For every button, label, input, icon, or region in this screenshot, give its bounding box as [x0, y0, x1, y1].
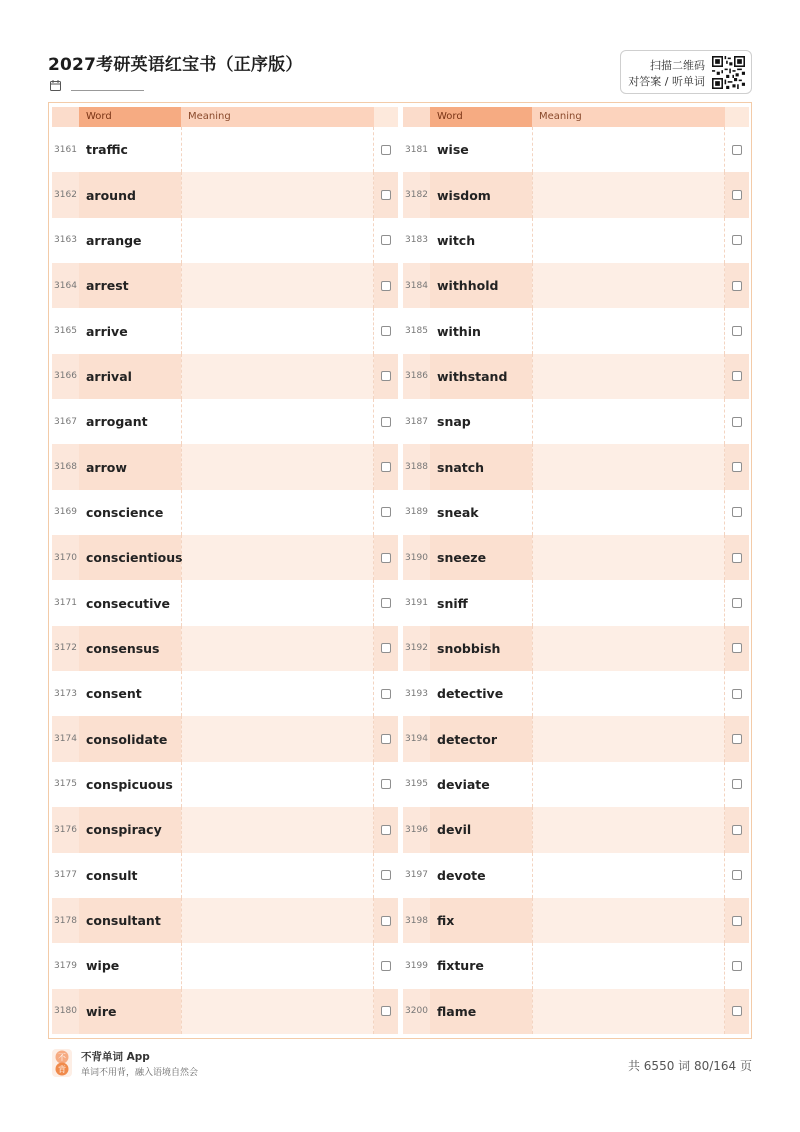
check-cell	[374, 898, 398, 943]
check-cell	[725, 807, 749, 852]
page-count: 共 6550 词 80/164 页	[627, 1059, 752, 1073]
checkbox[interactable]	[381, 371, 391, 381]
checkbox[interactable]	[381, 417, 391, 427]
header-check-cell	[725, 107, 749, 127]
check-cell	[725, 354, 749, 399]
word-number: 3174	[52, 716, 79, 761]
meaning-blank[interactable]	[532, 399, 725, 444]
qr-caption	[628, 58, 705, 90]
checkbox[interactable]	[381, 689, 391, 699]
checkbox[interactable]	[732, 916, 742, 926]
table-row	[52, 172, 398, 217]
word-text: wire	[79, 989, 181, 1034]
word-number: 3200	[403, 989, 430, 1034]
word-text: fix	[430, 898, 532, 943]
table-header	[52, 107, 398, 127]
word-number: 3182	[403, 172, 430, 217]
check-cell	[725, 762, 749, 807]
table-row	[403, 354, 749, 399]
check-cell	[374, 354, 398, 399]
word-number: 3194	[403, 716, 430, 761]
checkbox[interactable]	[381, 190, 391, 200]
qr-caption-line2: 对答案 / 听单词	[628, 75, 705, 88]
header-index-cell	[52, 107, 79, 127]
checkbox[interactable]	[381, 326, 391, 336]
checkbox[interactable]	[732, 689, 742, 699]
qr-panel[interactable]	[620, 50, 752, 94]
meaning-blank[interactable]	[532, 943, 725, 988]
header-meaning: Meaning	[532, 107, 725, 127]
table-row	[52, 989, 398, 1034]
checkbox[interactable]	[381, 1006, 391, 1016]
checkbox[interactable]	[732, 371, 742, 381]
check-cell	[725, 308, 749, 353]
table-row	[52, 535, 398, 580]
checkbox[interactable]	[381, 825, 391, 835]
word-number: 3163	[54, 235, 77, 246]
table-row	[52, 626, 398, 671]
checkbox[interactable]	[381, 235, 391, 245]
table-row	[403, 263, 749, 308]
check-cell	[725, 490, 749, 535]
qr-code-icon[interactable]	[712, 56, 745, 89]
calendar-icon	[50, 80, 61, 91]
word-number: 3195	[405, 779, 428, 790]
checkbox[interactable]	[381, 734, 391, 744]
table-row	[52, 444, 398, 489]
check-cell	[374, 444, 398, 489]
word-number: 3175	[54, 779, 77, 790]
word-text: around	[79, 172, 181, 217]
logo-char-top: 不	[58, 1053, 66, 1062]
table-row	[403, 626, 749, 671]
check-cell	[374, 671, 398, 716]
word-number: 3187	[405, 416, 428, 427]
check-cell	[374, 989, 398, 1034]
checkbox[interactable]	[732, 870, 742, 880]
word-text: withstand	[430, 354, 532, 399]
checkbox[interactable]	[381, 779, 391, 789]
checkbox[interactable]	[381, 961, 391, 971]
table-row	[403, 399, 749, 444]
checkbox[interactable]	[381, 281, 391, 291]
word-text: arrive	[79, 308, 181, 353]
word-text: arrange	[79, 218, 181, 263]
word-text: consult	[79, 853, 181, 898]
word-number: 3172	[52, 626, 79, 671]
check-cell	[725, 127, 749, 172]
header-index-cell	[403, 107, 430, 127]
check-cell	[374, 218, 398, 263]
meaning-blank[interactable]	[181, 762, 374, 807]
checkbox[interactable]	[732, 281, 742, 291]
check-cell	[374, 580, 398, 625]
check-cell	[374, 807, 398, 852]
word-number: 3166	[52, 354, 79, 399]
table-row	[403, 898, 749, 943]
meaning-blank[interactable]	[181, 308, 374, 353]
checkbox[interactable]	[732, 190, 742, 200]
word-text: snap	[430, 399, 532, 444]
word-text: sneak	[430, 490, 532, 535]
table-row	[403, 762, 749, 807]
table-row	[403, 853, 749, 898]
word-text: snobbish	[430, 626, 532, 671]
checkbox[interactable]	[732, 643, 742, 653]
checkbox[interactable]	[381, 553, 391, 563]
word-text: conspicuous	[79, 762, 181, 807]
checkbox[interactable]	[732, 507, 742, 517]
meaning-blank[interactable]	[532, 898, 725, 943]
table-row	[52, 671, 398, 716]
table-row	[52, 490, 398, 535]
word-number: 3183	[405, 235, 428, 246]
vocabulary-sheet	[48, 102, 752, 1039]
table-row	[52, 580, 398, 625]
meaning-blank[interactable]	[181, 853, 374, 898]
word-number: 3180	[52, 989, 79, 1034]
table-row	[403, 671, 749, 716]
page-title: 2027考研英语红宝书（正序版）	[48, 55, 303, 75]
word-text: consensus	[79, 626, 181, 671]
checkbox[interactable]	[732, 417, 742, 427]
checkbox[interactable]	[732, 553, 742, 563]
word-number: 3199	[405, 960, 428, 971]
word-text: witch	[430, 218, 532, 263]
check-cell	[725, 853, 749, 898]
word-number: 3184	[403, 263, 430, 308]
meaning-blank[interactable]	[532, 762, 725, 807]
check-cell	[725, 172, 749, 217]
word-number: 3177	[54, 870, 77, 881]
check-cell	[725, 671, 749, 716]
word-number: 3162	[52, 172, 79, 217]
check-cell	[374, 853, 398, 898]
word-number: 3179	[54, 960, 77, 971]
word-number: 3192	[403, 626, 430, 671]
word-text: withhold	[430, 263, 532, 308]
table-row	[403, 716, 749, 761]
meaning-blank[interactable]	[181, 127, 374, 172]
app-logo-icon	[52, 1049, 72, 1077]
meaning-blank[interactable]	[181, 535, 374, 580]
footer-app-name: 不背单词 App	[81, 1051, 150, 1063]
meaning-blank[interactable]	[532, 444, 725, 489]
check-cell	[374, 490, 398, 535]
word-number: 3169	[54, 507, 77, 518]
word-text: arrival	[79, 354, 181, 399]
table-row	[403, 580, 749, 625]
meaning-blank[interactable]	[181, 218, 374, 263]
word-number: 3176	[52, 807, 79, 852]
qr-caption-line1: 扫描二维码	[650, 59, 705, 72]
check-cell	[374, 535, 398, 580]
word-text: fixture	[430, 943, 532, 988]
meaning-blank[interactable]	[532, 807, 725, 852]
word-text: detector	[430, 716, 532, 761]
word-text: arrogant	[79, 399, 181, 444]
vocab-column-right	[403, 107, 749, 1034]
table-header	[403, 107, 749, 127]
word-number: 3161	[54, 144, 77, 155]
meaning-blank[interactable]	[181, 716, 374, 761]
table-row	[52, 354, 398, 399]
word-number: 3188	[403, 444, 430, 489]
meaning-blank[interactable]	[532, 490, 725, 535]
check-cell	[374, 399, 398, 444]
logo-char-bottom: 背	[58, 1065, 66, 1074]
word-text: deviate	[430, 762, 532, 807]
word-number: 3171	[54, 598, 77, 609]
header-check-cell	[374, 107, 398, 127]
meaning-blank[interactable]	[181, 580, 374, 625]
word-number: 3185	[405, 326, 428, 337]
check-cell	[725, 580, 749, 625]
checkbox[interactable]	[732, 326, 742, 336]
word-text: arrest	[79, 263, 181, 308]
date-blank-line[interactable]	[71, 82, 144, 91]
meaning-blank[interactable]	[181, 490, 374, 535]
word-number: 3181	[405, 144, 428, 155]
word-number: 3170	[52, 535, 79, 580]
table-row	[403, 943, 749, 988]
footer-tagline: 单词不用背，融入语境自然会	[81, 1068, 199, 1078]
word-text: detective	[430, 671, 532, 716]
table-row	[52, 716, 398, 761]
table-row	[52, 127, 398, 172]
check-cell	[725, 444, 749, 489]
word-text: wipe	[79, 943, 181, 988]
word-text: sniff	[430, 580, 532, 625]
check-cell	[374, 127, 398, 172]
check-cell	[725, 898, 749, 943]
checkbox[interactable]	[381, 462, 391, 472]
table-row	[403, 172, 749, 217]
word-number: 3193	[405, 688, 428, 699]
table-row	[52, 853, 398, 898]
table-row	[403, 807, 749, 852]
table-row	[52, 218, 398, 263]
meaning-blank[interactable]	[532, 172, 725, 217]
word-text: wisdom	[430, 172, 532, 217]
word-number: 3191	[405, 598, 428, 609]
word-number: 3168	[52, 444, 79, 489]
word-number: 3165	[54, 326, 77, 337]
word-text: conspiracy	[79, 807, 181, 852]
meaning-blank[interactable]	[181, 354, 374, 399]
table-row	[403, 218, 749, 263]
table-row	[52, 807, 398, 852]
meaning-blank[interactable]	[181, 444, 374, 489]
meaning-blank[interactable]	[532, 853, 725, 898]
check-cell	[374, 762, 398, 807]
check-cell	[725, 716, 749, 761]
checkbox[interactable]	[381, 145, 391, 155]
checkbox[interactable]	[381, 598, 391, 608]
checkbox[interactable]	[381, 916, 391, 926]
meaning-blank[interactable]	[181, 399, 374, 444]
table-row	[52, 762, 398, 807]
word-text: sneeze	[430, 535, 532, 580]
meaning-blank[interactable]	[181, 989, 374, 1034]
meaning-blank[interactable]	[532, 626, 725, 671]
meaning-blank[interactable]	[532, 218, 725, 263]
word-text: arrow	[79, 444, 181, 489]
word-number: 3196	[403, 807, 430, 852]
meaning-blank[interactable]	[532, 354, 725, 399]
meaning-blank[interactable]	[181, 626, 374, 671]
check-cell	[374, 716, 398, 761]
word-number: 3164	[52, 263, 79, 308]
check-cell	[725, 989, 749, 1034]
check-cell	[374, 626, 398, 671]
check-cell	[725, 535, 749, 580]
check-cell	[374, 263, 398, 308]
checkbox[interactable]	[732, 462, 742, 472]
meaning-blank[interactable]	[181, 943, 374, 988]
checkbox[interactable]	[381, 643, 391, 653]
date-field[interactable]	[50, 80, 144, 91]
word-number: 3178	[52, 898, 79, 943]
table-row	[403, 490, 749, 535]
word-text: flame	[430, 989, 532, 1034]
table-row	[403, 444, 749, 489]
checkbox[interactable]	[732, 825, 742, 835]
word-text: consent	[79, 671, 181, 716]
row-list	[403, 127, 749, 1034]
check-cell	[374, 172, 398, 217]
table-row	[403, 308, 749, 353]
check-cell	[725, 218, 749, 263]
meaning-blank[interactable]	[181, 172, 374, 217]
check-cell	[725, 263, 749, 308]
word-text: snatch	[430, 444, 532, 489]
word-number: 3189	[405, 507, 428, 518]
meaning-blank[interactable]	[532, 716, 725, 761]
checkbox[interactable]	[732, 961, 742, 971]
word-text: conscience	[79, 490, 181, 535]
word-text: consecutive	[79, 580, 181, 625]
meaning-blank[interactable]	[532, 263, 725, 308]
meaning-blank[interactable]	[181, 898, 374, 943]
check-cell	[374, 943, 398, 988]
meaning-blank[interactable]	[181, 807, 374, 852]
word-text: within	[430, 308, 532, 353]
checkbox[interactable]	[381, 870, 391, 880]
table-row	[52, 263, 398, 308]
row-list	[52, 127, 398, 1034]
word-number: 3198	[403, 898, 430, 943]
meaning-blank[interactable]	[532, 580, 725, 625]
header-meaning: Meaning	[181, 107, 374, 127]
table-row	[52, 943, 398, 988]
word-number: 3173	[54, 688, 77, 699]
meaning-blank[interactable]	[532, 989, 725, 1034]
meaning-blank[interactable]	[532, 308, 725, 353]
checkbox[interactable]	[732, 734, 742, 744]
table-row	[403, 989, 749, 1034]
word-text: traffic	[79, 127, 181, 172]
word-number: 3167	[54, 416, 77, 427]
header-word: Word	[79, 107, 181, 127]
checkbox[interactable]	[381, 507, 391, 517]
table-row	[403, 535, 749, 580]
meaning-blank[interactable]	[181, 671, 374, 716]
word-text: devil	[430, 807, 532, 852]
table-row	[52, 898, 398, 943]
meaning-blank[interactable]	[532, 535, 725, 580]
meaning-blank[interactable]	[532, 671, 725, 716]
checkbox[interactable]	[732, 779, 742, 789]
meaning-blank[interactable]	[532, 127, 725, 172]
word-number: 3190	[403, 535, 430, 580]
table-row	[52, 399, 398, 444]
table-row	[52, 308, 398, 353]
checkbox[interactable]	[732, 1006, 742, 1016]
check-cell	[725, 626, 749, 671]
word-text: wise	[430, 127, 532, 172]
checkbox[interactable]	[732, 598, 742, 608]
table-row	[403, 127, 749, 172]
check-cell	[725, 943, 749, 988]
checkbox[interactable]	[732, 145, 742, 155]
word-number: 3186	[403, 354, 430, 399]
meaning-blank[interactable]	[181, 263, 374, 308]
check-cell	[725, 399, 749, 444]
header-word: Word	[430, 107, 532, 127]
vocab-column-left	[52, 107, 398, 1034]
checkbox[interactable]	[732, 235, 742, 245]
word-text: devote	[430, 853, 532, 898]
word-text: conscientious	[79, 535, 181, 580]
check-cell	[374, 308, 398, 353]
word-text: consolidate	[79, 716, 181, 761]
word-number: 3197	[405, 870, 428, 881]
word-text: consultant	[79, 898, 181, 943]
